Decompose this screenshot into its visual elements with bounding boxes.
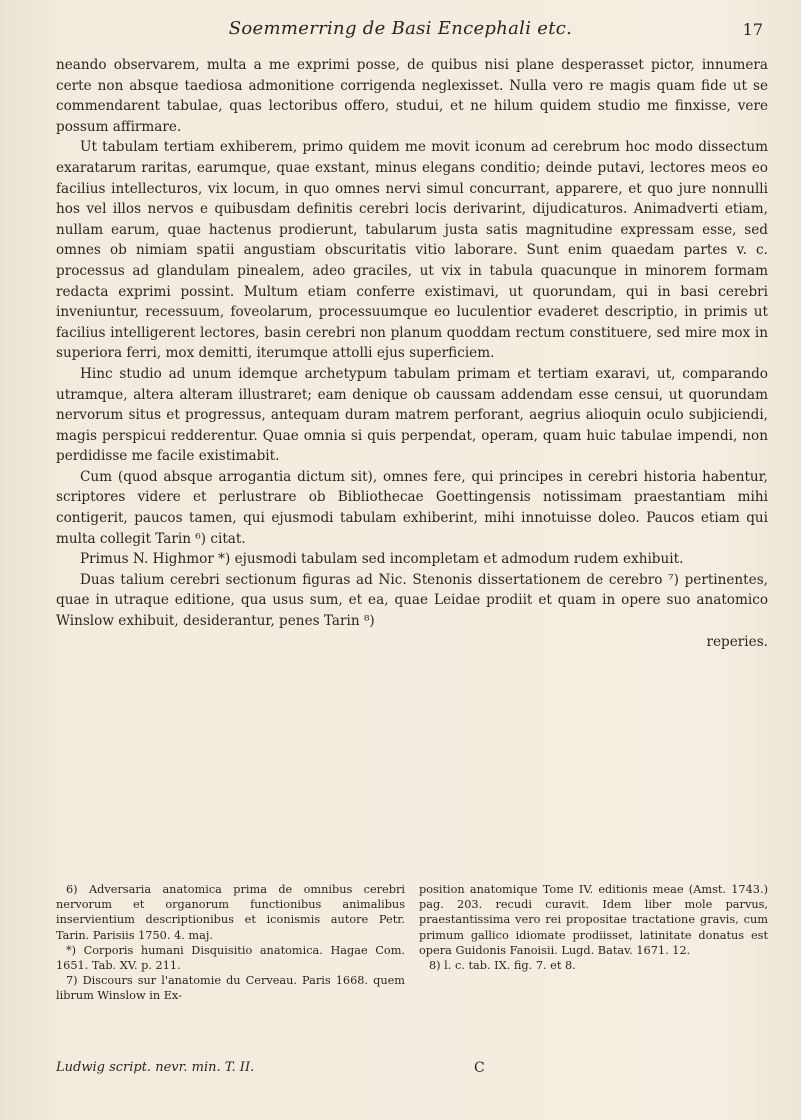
running-title: Soemmerring de Basi Encephali etc. [228, 18, 573, 39]
page-header [0, 16, 801, 46]
paragraph-primus: Primus N. Highmor *) ejusmodi tabulam sed incompletam et admodum rudem exhibuit. [80, 551, 684, 568]
footnote-star: *) Corporis humani Disquisitio anatomica. Hagae Com. 1651. Tab. XV. p. 211. [56, 943, 405, 973]
paragraph-reperies: reperies. [706, 633, 768, 650]
paragraph-2: Ut tabulam tertiam exhiberem, primo quidem me movit iconum ad cerebrum hoc modo dissectum exaratarum raritas, earumque, quae exstant, minus elegans conditio; deinde putavi, lectores meos eo facilius intellecturos, vix locum, in quo omnes nervi simul concurrant, apparere, et quo jure nonnulli hos vel illos nervos e quibusdam definitis cerebri locis derivarint, dijudicaturos. Animadverti etiam, nullam earum, quae hactenus prodierunt, tabularum justa satis magnitudine expressam esse, sed omnes ob nimiam spatii angustiam obscuritatis vitio laborare. Sunt enim quaedam partes v. c. processus ad glandulam pinealem, adeo graciles, ut vix in tabula quacunque in minorem formam redacta exprimi possint. Multum etiam conferre existimavi, ut quorundam, qui in basi cerebri inveniuntur, recessuum, foveolarum, processuumque eo luculentior evaderet descriptio, in primis ut facilius intelligerent lectores, basin cerebri non planum quoddam rectum constituere, sed mire mox in superiora ferri, mox demitti, iterumque attolli ejus superficiem. [56, 139, 768, 362]
paragraph-1: neando observarem, multa a me exprimi posse, de quibus nisi plane desperasset pictor, innumera certe non absque taediosa admonitione corrigenda neglexisset. Nulla vero re magis quam fide ut se commendarent tabulae, quas lectoribus offero, studui, et ne hilum quidem studio me finxisse, vere possum affirmare. [56, 57, 768, 135]
paragraph-3: Hinc studio ad unum idemque archetypum tabulam primam et tertiam exaravi, ut, comparando utramque, altera alteram illustraret; eam denique ob caussam addendam esse censui, ut quorundam nervorum situs et progressus, antequam duram matrem perforant, aegrius alioquin oculo subjiciendi, magis perspicui redderentur. Quae omnia si quis perpendat, operam, quam huic tabulae impendi, non perdidisse me facile existimabit. [56, 365, 768, 465]
paragraph-4: Cum (quod absque arrogantia dictum sit), omnes fere, qui principes in cerebri historia habentur, scriptores videre et perlustrare ob Bibliothecae Goettingensis notissimam praestantiam mihi contigerit, paucos tamen, qui ejusmodi tabulam exhiberint, mihi innotuisse doleo. Paucos etiam qui multa collegit Tarin ⁶) citat. [56, 468, 768, 547]
footnotes-right-column [419, 882, 768, 1004]
paragraph-duas: Duas talium cerebri sectionum figuras ad Nic. Stenonis dissertationem de cerebro ⁷) pertinentes, quae in utraque editione, qua usus sum, et ea, quae Leidae prodiit et quam in opere suo anatomico Winslow exhibuit, desiderantur, penes Tarin ⁸) [56, 571, 768, 630]
footnote-7: 7) Discours sur l'anatomie du Cerveau. Paris 1668. quem librum Winslow in Ex- [56, 974, 405, 1003]
footnotes-left-column [56, 882, 405, 1004]
footnote-6: 6) Adversaria anatomica prima de omnibus cerebri nervorum et organorum functionibus animalibus inservientium descriptionibus et iconismis autore Petr. Tarin. Parisiis 1750. 4. maj. [56, 883, 405, 942]
page-number: 17 [742, 20, 763, 39]
series-signature: Ludwig script. nevr. min. T. II. [56, 1060, 255, 1075]
footnote-7-continued: position anatomique Tome IV. editionis meae (Amst. 1743.) pag. 203. recudi curavit. Idem liber mole parvus, praestantissima vero rei propositae tractatione gravis, cum primum gallico idiomate prodiisset, latinitate donatus est opera Guidonis Fanoisii. Lugd. Batav. 1671. 12. [419, 883, 768, 957]
page-footer [56, 1060, 768, 1082]
footnotes [56, 882, 768, 1004]
footnote-8: 8) l. c. tab. IX. fig. 7. et 8. [429, 959, 576, 973]
main-text [56, 55, 768, 652]
signature-mark: C [474, 1060, 485, 1076]
